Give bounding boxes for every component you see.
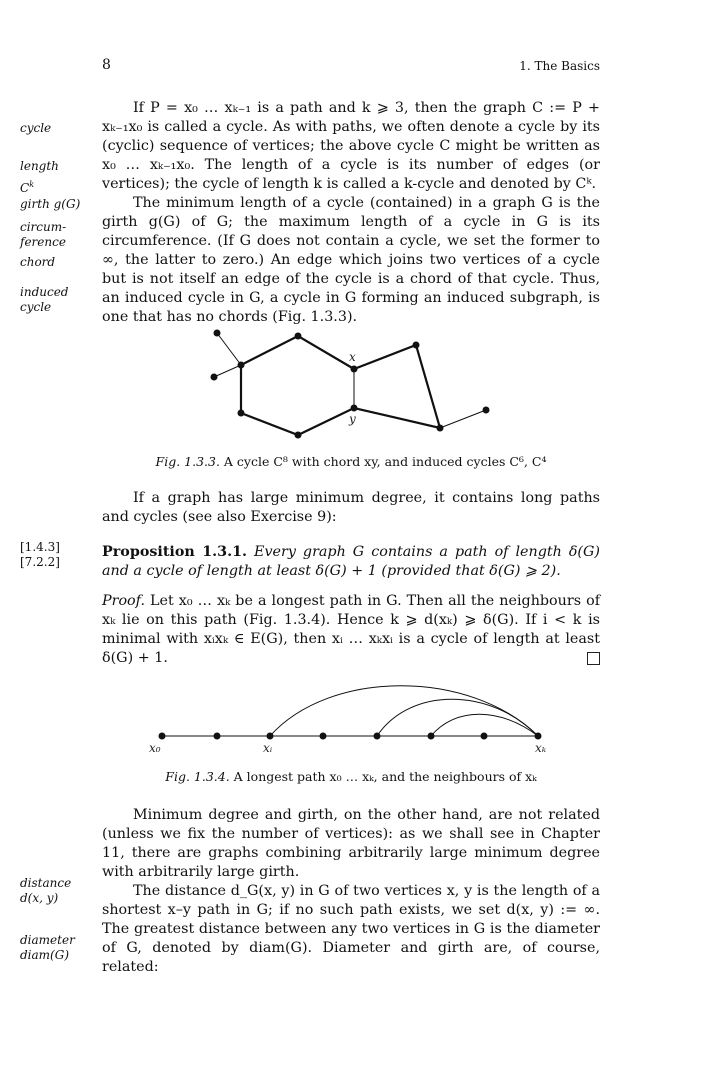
proof-label: Proof. <box>102 593 145 609</box>
path-vertex <box>159 733 166 740</box>
margin-note-cycle: cycle <box>20 121 52 135</box>
figure-1-3-4 <box>0 675 702 760</box>
vertex <box>295 432 302 439</box>
vertex <box>295 333 302 340</box>
margin-note-ck <box>20 177 92 196</box>
label-y: y <box>349 412 356 426</box>
paragraph-cycle-definition: If P = x₀ … xₖ₋₁ is a path and k ⩾ 3, then the graph C := P + xₖ₋₁x₀ is called a cycle. As with paths, we often denote a cycle by its (cyclic) sequence of vertices; the above cycle C might be written as x₀ … xₖ₋₁x₀. The length of a cycle is its number of edges (or vertices); the cycle of length k is called a k-cycle and denoted by Cᵏ. <box>102 100 600 192</box>
page-number: 8 <box>102 57 111 73</box>
margin-note-length: length <box>20 159 59 173</box>
margin-note-ck-base: C <box>20 181 30 195</box>
vertex <box>238 362 245 369</box>
margin-note-girth: girth g(G) <box>20 197 81 211</box>
caption-fig-1-3-4-number: Fig. 1.3.4. <box>165 769 230 784</box>
proof-block <box>102 592 600 668</box>
label-xi: xᵢ <box>263 741 273 755</box>
paragraph-distance: The distance d_G(x, y) in G of two vertices x, y is the length of a shortest x–y path in G; if no such path exists, we set d(x, y) := ∞. The greatest distance between any two vertices in G is the diameter of G, denoted by diam(G). Diameter and girth are, of course, related: <box>102 883 600 975</box>
figure-1-3-3 <box>0 320 702 445</box>
label-xk: xₖ <box>535 741 547 755</box>
paragraph-girth-degree: Minimum degree and girth, on the other hand, are not related (unless we fix the number of vertices): as we shall see in Chapter 11, there are graphs combining arbitrarily large minimum degree with arbitrarily large girth. <box>102 807 600 880</box>
proposition-statement: Every graph G contains a path of length δ(G) and a cycle of length at least δ(G) + 1 (provided that δ(G) ⩾ 2). <box>102 544 601 579</box>
margin-note-chord: chord <box>20 255 56 269</box>
caption-fig-1-3-4-text: A longest path x₀ … xₖ, and the neighbours of xₖ <box>233 769 537 784</box>
path-vertex <box>267 733 274 740</box>
vertex <box>413 342 420 349</box>
text-block-distance <box>102 806 600 977</box>
running-title: 1. The Basics <box>519 59 600 73</box>
pendant-edge-1 <box>217 333 241 365</box>
margin-note-circumference: circum- ference <box>20 220 67 249</box>
vertex <box>211 374 218 381</box>
path-vertex <box>481 733 488 740</box>
vertex <box>214 330 221 337</box>
proposition-paragraph <box>102 543 600 581</box>
vertex <box>483 407 490 414</box>
paragraph-girth: The minimum length of a cycle (contained) in a graph G is the girth g(G) of G; the maximum length of a cycle in G is its circumference. (If G does not contain a cycle, we set the former to ∞, the latter to zero.) An edge which joins two vertices of a cycle but is not itself an edge of the cycle is a chord of that cycle. Thus, an induced cycle in G, a cycle in G forming an induced subgraph, is one that has no chords (Fig. 1.3.3). <box>102 195 600 325</box>
proof-text: Let x₀ … xₖ be a longest path in G. Then all the neighbours of xₖ lie on this path (Fig. 1.3.4). Hence k ⩾ d(xₖ) ⩾ δ(G). If i < k is minimal with xᵢxₖ ∈ E(G), then xᵢ … xₖxᵢ is a cycle of length at least δ(G) + 1. <box>102 593 600 666</box>
caption-fig-1-3-3-text: A cycle C⁸ with chord xy, and induced cycles C⁶, C⁴ <box>223 454 547 469</box>
label-x: x <box>349 350 356 364</box>
qed-box <box>587 652 600 665</box>
vertex <box>437 425 444 432</box>
margin-note-distance: distance d(x, y) <box>20 876 72 905</box>
proof-paragraph <box>102 592 600 668</box>
caption-fig-1-3-3 <box>0 454 702 469</box>
vertex-x <box>351 366 358 373</box>
margin-note-ck-sup: k <box>29 180 35 189</box>
proposition-1-3-1 <box>102 543 600 581</box>
text-block-min-degree <box>102 489 600 527</box>
path-vertex <box>428 733 435 740</box>
caption-fig-1-3-4 <box>0 769 702 784</box>
vertex <box>238 410 245 417</box>
pendant-edge-2 <box>214 365 241 377</box>
path-vertex <box>320 733 327 740</box>
path-vertex <box>214 733 221 740</box>
margin-note-diameter: diameter diam(G) <box>20 933 75 962</box>
proposition-title: Proposition 1.3.1. <box>102 544 248 560</box>
cycle-c8 <box>241 336 440 435</box>
text-block-cycles <box>102 99 600 327</box>
caption-fig-1-3-3-number: Fig. 1.3.3. <box>155 454 220 469</box>
margin-note-prop-refs: [1.4.3] [7.2.2] <box>20 540 60 569</box>
paragraph-min-degree: If a graph has large minimum degree, it contains long paths and cycles (see also Exercise 9): <box>102 490 600 525</box>
path-vertex <box>374 733 381 740</box>
vertex-y <box>351 405 358 412</box>
pendant-edge-3 <box>440 410 486 428</box>
path-vertex <box>535 733 542 740</box>
label-x0: x₀ <box>149 741 161 755</box>
margin-note-induced-cycle: induced cycle <box>20 285 69 314</box>
